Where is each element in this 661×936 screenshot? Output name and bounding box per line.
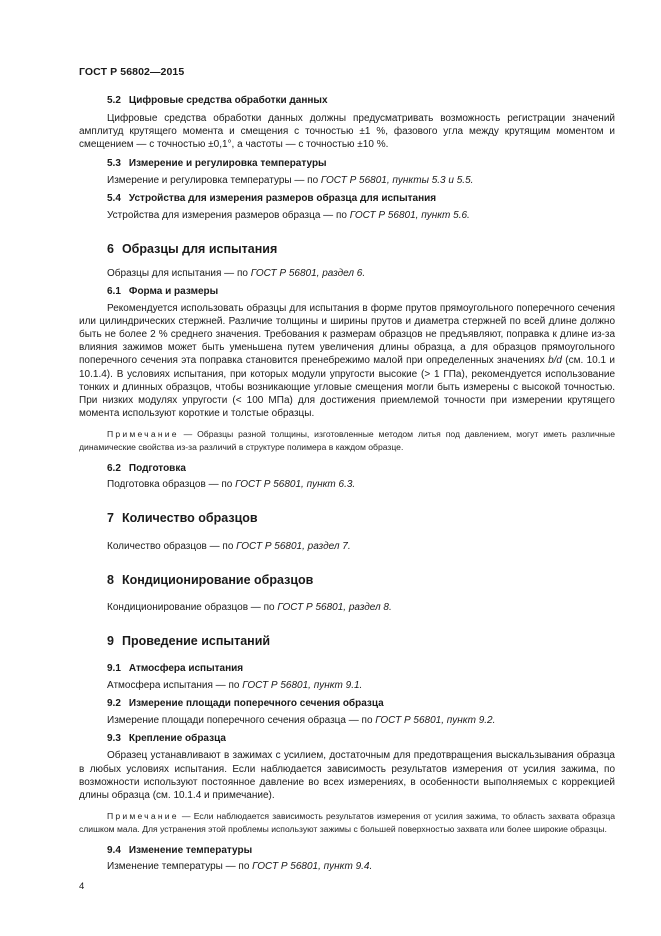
paragraph-preparation bbox=[79, 478, 615, 492]
subsection-heading-6-1 bbox=[79, 285, 615, 299]
subsection-heading-9-3 bbox=[79, 732, 615, 746]
paragraph-specimens bbox=[79, 267, 615, 281]
subsection-number: 6.1 bbox=[107, 285, 121, 297]
paragraph-conditioning bbox=[79, 601, 615, 615]
section-title: Образцы для испытания bbox=[121, 241, 278, 256]
paragraph-text: (см. 10.1 и 10.1.4). В условиях испытания, при которых модули упругости высокие (> 1 ГПа), рекомендуется использование тонких и длинных образцов, чтобы возникающие угловые смещения могли быть измерены с высокой точностью. При низких модулях упругости (< 100 МПа) для достижения приемлемой точности при измерении крутящего момента используют короткие и толстые образцы. bbox=[79, 355, 616, 420]
document-header: ГОСТ Р 56802—2015 bbox=[79, 66, 185, 78]
paragraph-text: Рекомендуется использовать образцы для испытания в форме прутов прямоугольного поперечного сечения или цилиндрических стержней. Различие толщины и ширины прутов и диаметра стержней по всей длине должно быть не более 2 % среднего значения. Требования к размерам образцов не предъявляют, поправка к длине из-за влияния зажимов может быть уменьшена путем увеличения длины образца, а для образцов прямоугольного поперечного сечения эта поправка становится пренебрежимо малой при определенных значениях bbox=[79, 302, 615, 367]
subsection-number: 9.1 bbox=[107, 663, 121, 675]
reference-text: Кондиционирование образцов — по bbox=[107, 602, 278, 614]
standard-reference: ГОСТ Р 56801, пункт 9.4. bbox=[252, 861, 373, 873]
note-text: — Если наблюдается зависимость результатов измерения от усилия зажима, то область захвата образца слишком мала. Для устранения этой проблемы используют зажимы с большей поверхностью захвата или более широкие образцы. bbox=[79, 811, 615, 834]
paragraph-size-devices bbox=[79, 209, 615, 223]
reference-text: Атмосфера испытания — по bbox=[107, 680, 243, 692]
subsection-title: Изменение температуры bbox=[128, 845, 253, 857]
reference-text: Подготовка образцов — по bbox=[107, 479, 236, 491]
section-title: Количество образцов bbox=[121, 511, 258, 526]
reference-text: Устройства для измерения размеров образца — по bbox=[107, 209, 350, 221]
paragraph-temperature-change bbox=[79, 860, 615, 874]
standard-reference: ГОСТ Р 56801, пункт 9.1. bbox=[242, 680, 363, 692]
note-6-1 bbox=[79, 428, 615, 453]
subsection-heading-6-2 bbox=[79, 462, 615, 476]
reference-text: Измерение и регулировка температуры — по bbox=[107, 174, 321, 186]
standard-reference: ГОСТ Р 56801, раздел 7. bbox=[236, 541, 351, 553]
subsection-title: Крепление образца bbox=[128, 733, 226, 745]
standard-reference: ГОСТ Р 56801, пункты 5.3 и 5.5. bbox=[320, 174, 474, 186]
subsection-number: 5.4 bbox=[107, 192, 121, 204]
subsection-title: Измерение площади поперечного сечения образца bbox=[128, 698, 384, 710]
subsection-heading-9-1 bbox=[79, 662, 615, 676]
subsection-title: Устройства для измерения размеров образца для испытания bbox=[128, 192, 437, 204]
note-9-3 bbox=[79, 810, 615, 835]
standard-reference: ГОСТ Р 56801, пункт 6.3. bbox=[235, 479, 356, 491]
reference-text: Измерение площади поперечного сечения образца — по bbox=[107, 715, 376, 727]
note-label: Примечание bbox=[107, 429, 179, 440]
section-number: 6 bbox=[107, 241, 114, 256]
subsection-number: 5.3 bbox=[107, 157, 121, 169]
section-title: Проведение испытаний bbox=[121, 634, 271, 649]
reference-text: Изменение температуры — по bbox=[107, 861, 253, 873]
subsection-number: 9.4 bbox=[107, 845, 121, 857]
subsection-number: 5.2 bbox=[107, 95, 121, 106]
subsection-heading-5-4 bbox=[79, 192, 615, 206]
subsection-heading-5-3 bbox=[79, 157, 615, 171]
standard-reference: ГОСТ Р 56801, пункт 9.2. bbox=[375, 715, 496, 727]
subsection-title: Подготовка bbox=[128, 463, 186, 475]
subsection-title: Цифровые средства обработки данных bbox=[128, 95, 328, 106]
section-title: Кондиционирование образцов bbox=[121, 573, 314, 588]
subsection-title: Форма и размеры bbox=[128, 285, 219, 297]
section-number: 7 bbox=[107, 511, 114, 526]
subsection-heading-9-2 bbox=[79, 697, 615, 711]
section-heading-6 bbox=[79, 241, 615, 257]
standard-reference: ГОСТ Р 56801, пункт 5.6. bbox=[349, 209, 470, 221]
standard-reference: ГОСТ Р 56801, раздел 6. bbox=[250, 267, 366, 279]
section-number: 9 bbox=[107, 634, 114, 649]
paragraph-cross-section bbox=[79, 714, 615, 728]
note-label: Примечание bbox=[107, 811, 179, 822]
section-heading-7 bbox=[79, 510, 615, 526]
reference-text: Образцы для испытания — по bbox=[107, 267, 251, 279]
paragraph-temperature bbox=[79, 174, 615, 188]
subsection-heading-9-4 bbox=[79, 844, 615, 858]
section-heading-8 bbox=[79, 572, 615, 588]
paragraph-shape-dimensions bbox=[79, 302, 615, 421]
section-number: 8 bbox=[107, 573, 114, 588]
document-body bbox=[79, 94, 615, 874]
ratio-symbol: b/d bbox=[548, 355, 562, 367]
reference-text: Количество образцов — по bbox=[107, 541, 237, 553]
note-text: — Образцы разной толщины, изготовленные методом литья под давлением, могут иметь различные динамические свойства из-за различий в структуре полимера в каждом образце. bbox=[79, 429, 615, 452]
subsection-number: 6.2 bbox=[107, 463, 121, 475]
subsection-title: Измерение и регулировка температуры bbox=[128, 157, 327, 169]
paragraph-atmosphere bbox=[79, 679, 615, 693]
subsection-number: 9.2 bbox=[107, 698, 121, 710]
standard-reference: ГОСТ Р 56801, раздел 8. bbox=[277, 602, 392, 614]
subsection-heading-5-2 bbox=[79, 94, 615, 108]
subsection-number: 9.3 bbox=[107, 733, 121, 745]
page-number: 4 bbox=[79, 881, 85, 892]
subsection-title: Атмосфера испытания bbox=[128, 663, 244, 675]
paragraph-clamping: Образец устанавливают в зажимах с усилием, достаточным для предотвращения выскальзывания образца в любых условиях испытания. Если наблюдается зависимость результатов измерения от усилия зажима, по возможности используют постоянное давление во всех измерениях, в особенности выполняемых с коррекцией длины образца (см. 10.1.4 и примечание). bbox=[79, 750, 615, 802]
paragraph-quantity bbox=[79, 540, 615, 554]
paragraph-digital-processing: Цифровые средства обработки данных должны предусматривать возможность регистрации значений амплитуд крутящего момента и смещения с точностью ±1 %, фазового угла между крутящим моментом и смещением — с точностью ±0,1°, а частоты — с точностью ±10 %. bbox=[79, 113, 615, 151]
section-heading-9 bbox=[79, 633, 615, 649]
